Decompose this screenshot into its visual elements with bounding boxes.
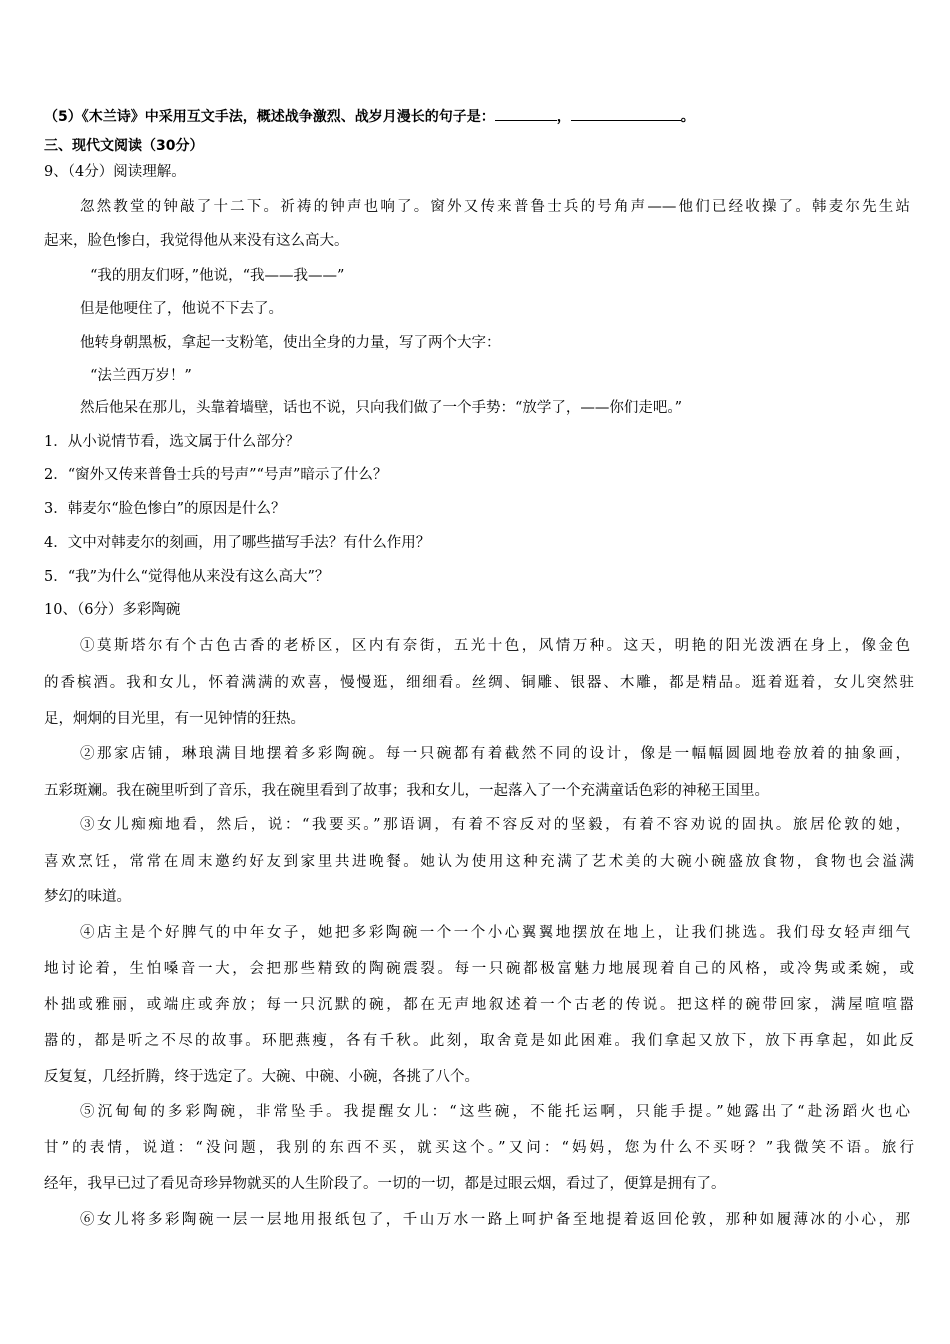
q10-line: 反复复，几经折腾，终于选定了。大碗、中碗、小碗，各挑了八个。 (44, 1069, 479, 1085)
q9-header: 9、（4分）阅读理解。 (44, 164, 186, 180)
q10-line: 甘”的表情，说道：“没问题，我别的东西不买，就买这个。”又问：“妈妈，您为什么不买呀？”我微笑不语。旅行 (44, 1140, 914, 1156)
q9-question: 1．从小说情节看，选文属于什么部分？ (44, 434, 300, 450)
q9-passage-line: “法兰西万岁！” (90, 368, 192, 384)
q5-blank-1 (495, 104, 557, 121)
q10-line: ②那家店铺，琳琅满目地摆着多彩陶碗。每一只碗都有着截然不同的设计，像是一幅幅圆圆地卷放着的抽象画， (80, 746, 910, 762)
q10-line: ④店主是个好脾气的中年女子，她把多彩陶碗一个一个小心翼翼地摆放在地上，让我们挑选。我们母女轻声细气 (80, 925, 910, 941)
q10-line: 经年，我早已过了看见奇珍异物就买的人生阶段了。一切的一切，都是过眼云烟，看过了，便算是拥有了。 (44, 1176, 726, 1192)
section-heading: 三、现代文阅读（30分） (44, 138, 204, 154)
q9-passage-line: 但是他哽住了，他说不下去了。 (80, 301, 283, 317)
q10-line: 喜欢烹饪，常常在周末邀约好友到家里共进晚餐。她认为使用这种充满了艺术美的大碗小碗盛放食物，食物也会溢满 (44, 854, 914, 870)
q10-line: 嚣的，都是听之不尽的故事。环肥燕瘦，各有千秋。此刻，取舍竟是如此困难。我们拿起又放下，放下再拿起，如此反 (44, 1033, 914, 1049)
q9-question: 4．文中对韩麦尔的刻画，用了哪些描写手法？有什么作用？ (44, 535, 431, 551)
q10-line: 地讨论着，生怕嗓音一大，会把那些精致的陶碗震裂。每一只碗都极富魅力地展现着自己的风格，或冷隽或柔婉，或 (44, 961, 914, 977)
q9-question: 5．“我”为什么“觉得他从来没有这么高大”？ (44, 569, 330, 585)
q9-question: 2．“窗外又传来普鲁士兵的号声”“号声”暗示了什么？ (44, 467, 388, 483)
q10-line: 五彩斑斓。我在碗里听到了音乐，我在碗里看到了故事；我和女儿，一起落入了一个充满童话色彩的神秘王国里。 (44, 783, 769, 799)
q5-line (44, 104, 914, 127)
q9-passage-line: “我的朋友们呀，”他说，“我——我——” (90, 268, 345, 284)
q5-text: （5）《木兰诗》中采用互文手法，概述战争激烈、战岁月漫长的句子是： (44, 109, 495, 125)
q10-line: 足，炯炯的目光里，有一见钟情的狂热。 (44, 711, 305, 727)
q10-header: 10、（6分）多彩陶碗 (44, 602, 181, 618)
q9-passage-line: 忽然教堂的钟敲了十二下。祈祷的钟声也响了。窗外又传来普鲁士兵的号角声——他们已经收操了。韩麦尔先生站 (80, 199, 910, 215)
q9-passage-line: 起来，脸色惨白，我觉得他从来没有这么高大。 (44, 233, 349, 249)
q10-line: ⑥女儿将多彩陶碗一层一层地用报纸包了，千山万水一路上呵护备至地提着返回伦敦，那种如履薄冰的小心，那 (80, 1212, 910, 1228)
q10-line: ⑤沉甸甸的多彩陶碗，非常坠手。我提醒女儿：“这些碗，不能托运啊，只能手提。”她露出了“赴汤蹈火也心 (80, 1104, 910, 1120)
q10-line: 的香槟酒。我和女儿，怀着满满的欢喜，慢慢逛，细细看。丝绸、铜雕、银器、木雕，都是精品。逛着逛着，女儿突然驻 (44, 675, 914, 691)
q10-line: 梦幻的味道。 (44, 889, 131, 905)
q10-line: ①莫斯塔尔有个古色古香的老桥区，区内有奈街，五光十色，风情万种。这天，明艳的阳光泼洒在身上，像金色 (80, 638, 910, 654)
q10-line: 朴拙或雅丽，或端庄或奔放；每一只沉默的碗，都在无声地叙述着一个古老的传说。把这样的碗带回家，满屋喧喧嚣 (44, 997, 914, 1013)
q10-line: ③女儿痴痴地看，然后，说：“我要买。”那语调，有着不容反对的坚毅，有着不容劝说的固执。旅居伦敦的她， (80, 817, 910, 833)
q9-passage-line: 然后他呆在那儿，头靠着墙壁，话也不说，只向我们做了一个手势：“放学了，——你们走吧。” (80, 400, 683, 416)
q5-end: 。 (680, 109, 695, 125)
q9-question: 3．韩麦尔“脸色惨白”的原因是什么？ (44, 501, 286, 517)
q5-separator: ， (556, 109, 571, 125)
q9-passage-line: 他转身朝黑板，拿起一支粉笔，使出全身的力量，写了两个大字： (80, 335, 501, 351)
q5-blank-2 (571, 104, 681, 121)
